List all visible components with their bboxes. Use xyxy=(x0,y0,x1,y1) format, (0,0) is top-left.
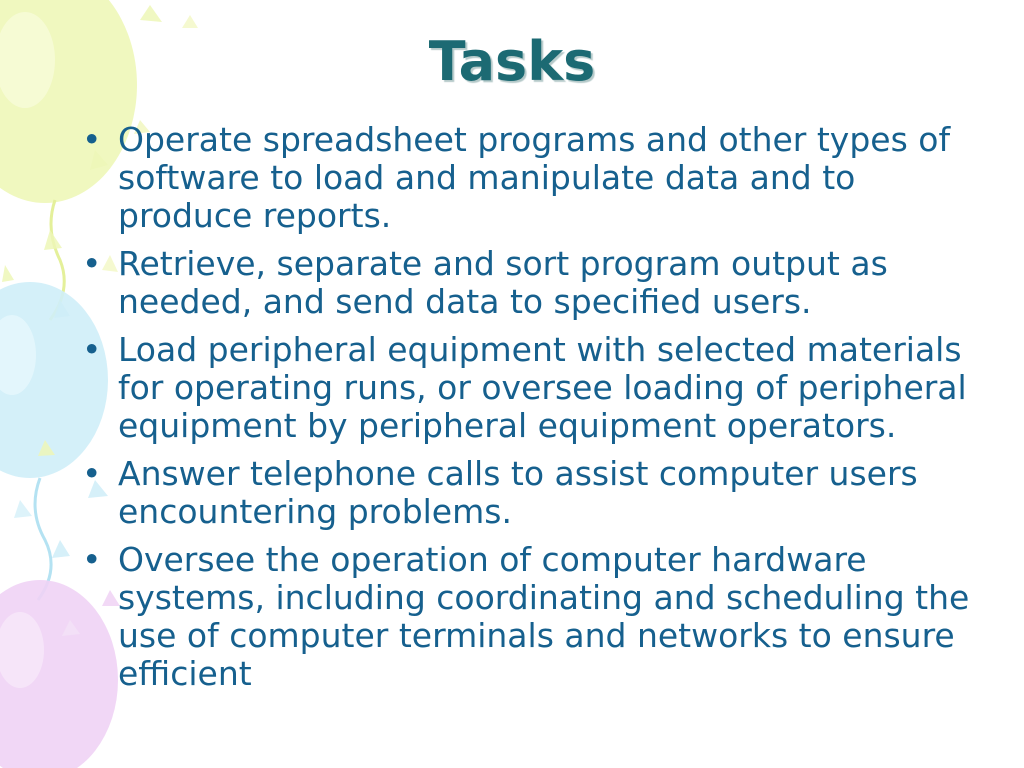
bullet-icon: • xyxy=(82,330,102,369)
bullet-text: Answer telephone calls to assist computer users encountering problems. xyxy=(118,454,918,531)
bullet-item xyxy=(80,541,1000,693)
bullet-icon: • xyxy=(82,120,102,159)
bullet-item xyxy=(80,331,1000,445)
bullet-list xyxy=(80,121,1000,703)
bullet-text: Retrieve, separate and sort program output as needed, and send data to specified users. xyxy=(118,244,888,321)
bullet-text: Oversee the operation of computer hardware systems, including coordinating and scheduling the use of computer terminals and networks to ensure efficient xyxy=(118,540,970,693)
bullet-icon: • xyxy=(82,454,102,493)
bullet-item xyxy=(80,455,1000,531)
bullet-item xyxy=(80,121,1000,235)
slide-title: Tasks xyxy=(428,30,596,93)
bullet-icon: • xyxy=(82,244,102,283)
bullet-text: Operate spreadsheet programs and other types of software to load and manipulate data and to produce reports. xyxy=(118,120,951,235)
bullet-icon: • xyxy=(82,540,102,579)
bullet-text: Load peripheral equipment with selected materials for operating runs, or oversee loading of peripheral equipment by peripheral equipment operators. xyxy=(118,330,967,445)
bullet-item xyxy=(80,245,1000,321)
